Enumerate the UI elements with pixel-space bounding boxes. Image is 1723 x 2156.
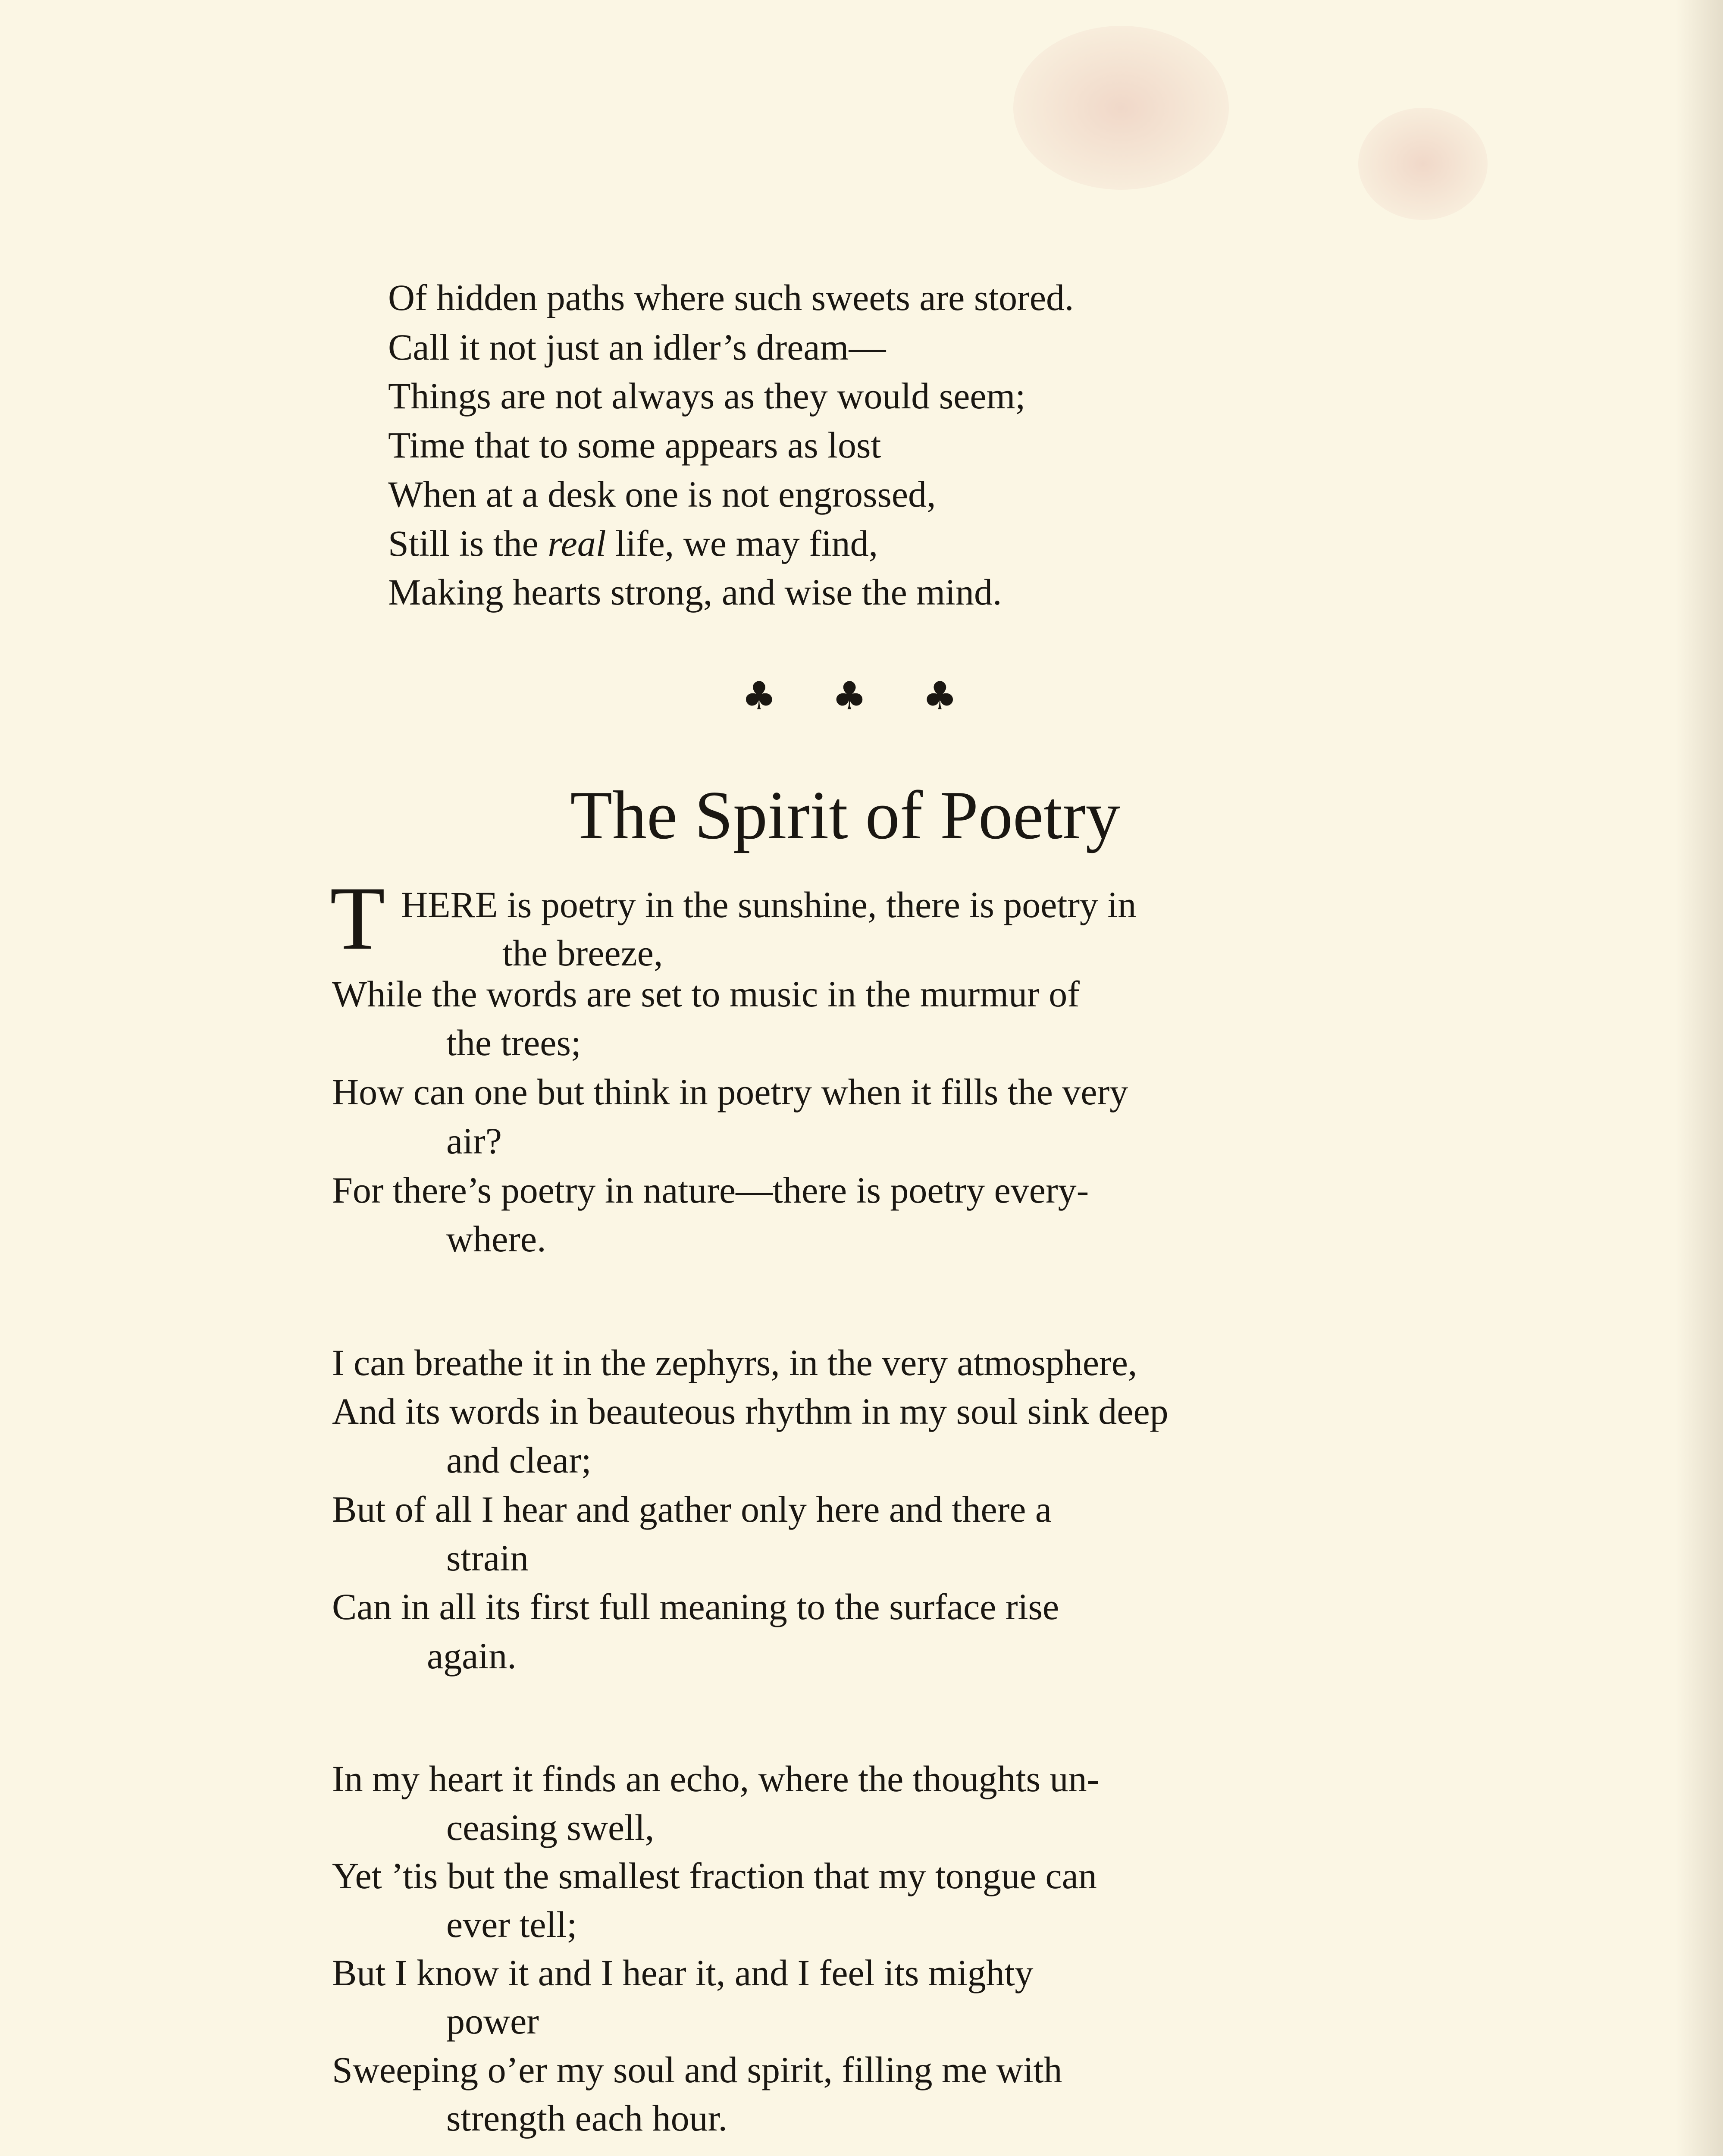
club-ornament-icon: ♣: [922, 674, 957, 719]
stanza1-line3-cont: air?: [446, 1120, 502, 1162]
page-edge-shadow: [1676, 0, 1723, 2156]
stanza3-line3: But I know it and I hear it, and I feel its mighty: [332, 1952, 1034, 1993]
stanza3-line4-cont: strength each hour.: [446, 2097, 727, 2139]
intro-line-5: When at a desk one is not engrossed,: [388, 473, 936, 515]
stanza1-line3: How can one but think in poetry when it fills the very: [332, 1071, 1128, 1112]
stanza3-line1: In my heart it finds an echo, where the thoughts un-: [332, 1758, 1100, 1799]
intro-line-6-start: Still is the: [388, 523, 548, 564]
stanza3-line1-cont: ceasing swell,: [446, 1807, 655, 1848]
stanza3-line3-cont: power: [446, 2000, 539, 2042]
stanza1-line1-cont: the breeze,: [502, 932, 663, 974]
stanza2-line1: I can breathe it in the zephyrs, in the very atmosphere,: [332, 1342, 1137, 1383]
stanza2-line3: But of all I hear and gather only here and there a: [332, 1489, 1052, 1530]
stanza3-line4: Sweeping o’er my soul and spirit, filling me with: [332, 2049, 1062, 2090]
stanza2-line4: Can in all its first full meaning to the surface rise: [332, 1586, 1059, 1627]
club-ornament-icon: ♣: [742, 674, 777, 719]
stanza2-line2: And its words in beauteous rhythm in my soul sink deep: [332, 1391, 1169, 1432]
intro-line-4: Time that to some appears as lost: [388, 424, 881, 466]
intro-line-6-end: life, we may find,: [606, 523, 878, 564]
stanza1-line4: For there’s poetry in nature—there is poetry every-: [332, 1169, 1089, 1211]
intro-line-6: [388, 522, 878, 565]
stanza1-line2-cont: the trees;: [446, 1022, 581, 1063]
stanza2-line3-cont: strain: [446, 1537, 529, 1579]
club-ornament-icon: ♣: [832, 674, 867, 719]
ornament-divider: [742, 675, 957, 718]
intro-line-7: Making hearts strong, and wise the mind.: [388, 571, 1002, 613]
intro-line-2: Call it not just an idler’s dream—: [388, 326, 886, 368]
intro-line-1: Of hidden paths where such sweets are stored.: [388, 277, 1074, 318]
intro-line-3: Things are not always as they would seem;: [388, 375, 1026, 417]
stanza1-line1: HERE is poetry in the sunshine, there is poetry in: [401, 884, 1137, 925]
intro-line-6-italic: real: [548, 523, 606, 564]
stanza2-line2-cont: and clear;: [446, 1439, 592, 1481]
drop-cap: T: [330, 868, 385, 968]
stanza1-line2: While the words are set to music in the murmur of: [332, 973, 1080, 1015]
stanza2-line4-cont: again.: [427, 1635, 517, 1677]
poem-title: The Spirit of Poetry: [570, 777, 1120, 853]
stanza3-line2-cont: ever tell;: [446, 1904, 577, 1945]
stanza1-line4-cont: where.: [446, 1218, 546, 1260]
stanza3-line2: Yet ’tis but the smallest fraction that my tongue can: [332, 1855, 1097, 1896]
page-stain: [1013, 26, 1229, 190]
page-stain: [1358, 108, 1488, 220]
